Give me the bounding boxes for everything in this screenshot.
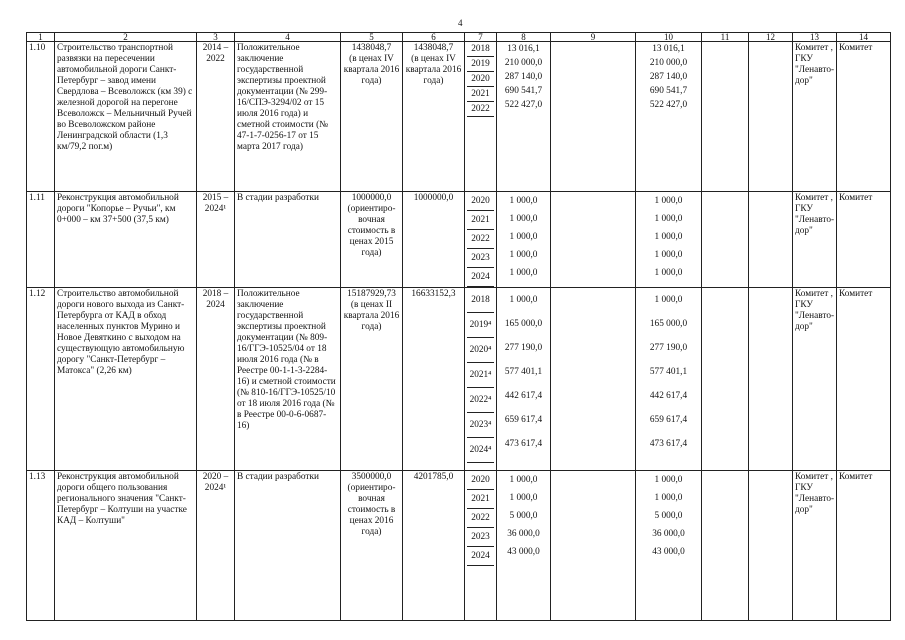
cost2-value: 1438048,7 xyxy=(413,43,454,53)
amount-col10-cell xyxy=(636,471,702,621)
amount-col8: 1 000,0 xyxy=(509,232,538,242)
cost2-cell xyxy=(403,288,465,471)
year: 2022 xyxy=(467,230,494,249)
year: 2020 xyxy=(467,192,494,211)
status: Положительное заключение государственной экспертизы проектной документации (№ 299-16/СПЭ-3294/02 от 15 июля 2016 года) и сметной стоимости (№ 47-1-7-0256-17 от 15 марта 2017 года) xyxy=(235,42,341,192)
executor: Комитет , ГКУ "Ленавто-дор" xyxy=(793,192,837,288)
cost-note: (ориентиро-вочная стоимость в ценах 2015 года) xyxy=(347,204,396,258)
amount-col10-cell xyxy=(636,42,702,192)
year: 2021 xyxy=(467,490,494,509)
status: В стадии разработки xyxy=(235,471,341,621)
year: 2024 xyxy=(467,547,494,566)
cost-cell xyxy=(341,471,403,621)
amount-col8-cell xyxy=(497,471,551,621)
col11-cell xyxy=(702,42,749,192)
year: 2018 xyxy=(467,288,494,313)
col9-cell xyxy=(551,192,636,288)
amount-col10: 1 000,0 xyxy=(654,232,683,242)
amount-col10-cell xyxy=(636,192,702,288)
amount-col8: 13 016,1 xyxy=(507,44,540,54)
amount-col8-cell xyxy=(497,42,551,192)
amount-col10: 473 617,4 xyxy=(649,439,688,449)
column-header: 2 xyxy=(55,33,197,42)
year: 2021 xyxy=(467,87,494,102)
amount-col10: 1 000,0 xyxy=(654,196,683,206)
year: 2021 xyxy=(467,211,494,230)
cost-note: (в ценах II квартала 2016 года) xyxy=(343,300,400,332)
cost-cell xyxy=(341,192,403,288)
cost-value: 1438048,7 xyxy=(351,43,392,53)
period: 2020 – 2024¹ xyxy=(197,471,235,621)
period: 2014 – 2022 xyxy=(197,42,235,192)
cost2-value: 4201785,0 xyxy=(413,472,454,482)
column-header: 1 xyxy=(27,33,55,42)
cost2-value: 1000000,0 xyxy=(413,193,454,203)
year-cell xyxy=(465,42,497,192)
year: 2022 xyxy=(467,102,494,117)
amount-col10: 210 000,0 xyxy=(649,58,688,68)
cost2-note: (в ценах IV квартала 2016 года) xyxy=(405,54,462,86)
year: 2023⁴ xyxy=(467,413,494,438)
cost2-cell xyxy=(403,192,465,288)
amount-col8: 210 000,0 xyxy=(504,58,543,68)
col12-cell xyxy=(749,42,793,192)
column-header: 5 xyxy=(341,33,403,42)
col11-cell xyxy=(702,471,749,621)
cost-value: 3500000,0 xyxy=(351,472,392,482)
status: В стадии разработки xyxy=(235,192,341,288)
year: 2021⁴ xyxy=(467,363,494,388)
responsible: Комитет xyxy=(837,192,891,288)
column-header: 12 xyxy=(749,33,793,42)
col11-cell xyxy=(702,192,749,288)
year-cell xyxy=(465,288,497,471)
amount-col8: 5 000,0 xyxy=(509,511,538,521)
amount-col10: 5 000,0 xyxy=(654,511,683,521)
amount-col10: 1 000,0 xyxy=(654,250,683,260)
col12-cell xyxy=(749,192,793,288)
column-header: 4 xyxy=(235,33,341,42)
amount-col8: 442 617,4 xyxy=(504,391,543,401)
amount-col10: 13 016,1 xyxy=(652,44,685,54)
year: 2018 xyxy=(467,42,494,57)
amount-col10: 287 140,0 xyxy=(649,72,688,82)
column-header: 8 xyxy=(497,33,551,42)
year-cell xyxy=(465,192,497,288)
object-name: Реконструкция автомобильной дороги "Копорье – Ручьи", км 0+000 – км 37+500 (37,5 км) xyxy=(55,192,197,288)
cost2-cell xyxy=(403,471,465,621)
amount-col10: 36 000,0 xyxy=(652,529,685,539)
amount-col10: 1 000,0 xyxy=(654,214,683,224)
amount-col8: 1 000,0 xyxy=(509,493,538,503)
year: 2022⁴ xyxy=(467,388,494,413)
year: 2022 xyxy=(467,509,494,528)
executor: Комитет , ГКУ "Ленавто-дор" xyxy=(793,42,837,192)
amount-col8: 1 000,0 xyxy=(509,268,538,278)
column-header: 13 xyxy=(793,33,837,42)
col9-cell xyxy=(551,288,636,471)
row-id: 1.13 xyxy=(27,471,55,621)
responsible: Комитет xyxy=(837,288,891,471)
amount-col10: 1 000,0 xyxy=(654,475,683,485)
object-name: Строительство транспортной развязки на пересечении автомобильной дороги Санкт-Петербург – завод имени Свердлова – Всеволожск (км 39) с железной дорогой на перегоне Всеволожск – Мельничный Ручей во Всеволожском районе Ленинградской области (1,3 км/79,2 пог.м) xyxy=(55,42,197,192)
amount-col10: 43 000,0 xyxy=(652,547,685,557)
column-header: 14 xyxy=(837,33,891,42)
amount-col8-cell xyxy=(497,288,551,471)
col11-cell xyxy=(702,288,749,471)
amount-col10-cell xyxy=(636,288,702,471)
status: Положительное заключение государственной экспертизы проектной документации (№ 809-16/ГГЭ-10525/04 от 18 июля 2016 года (№ в Реестре 00-1-1-3-2284-16) и сметной стоимости (№ 810-16/ГГЭ-10525/10 от 18 июля 2016 года (№ в Реестре 00-0-6-0687-16) xyxy=(235,288,341,471)
amount-col10: 165 000,0 xyxy=(649,319,688,329)
cost2-value: 16633152,3 xyxy=(411,289,456,299)
amount-col8: 277 190,0 xyxy=(504,343,543,353)
amount-col10: 1 000,0 xyxy=(654,268,683,278)
col9-cell xyxy=(551,42,636,192)
amount-col10: 690 541,7 xyxy=(649,86,688,96)
amount-col10: 1 000,0 xyxy=(654,493,683,503)
year: 2023 xyxy=(467,249,494,268)
amount-col10: 577 401,1 xyxy=(649,367,688,377)
year: 2023 xyxy=(467,528,494,547)
cost-note: (в ценах IV квартала 2016 года) xyxy=(343,54,400,86)
table-row xyxy=(27,192,891,288)
amount-col8: 1 000,0 xyxy=(509,295,538,305)
year-cell xyxy=(465,471,497,621)
column-header: 11 xyxy=(702,33,749,42)
cost-note: (ориентиро-вочная стоимость в ценах 2016 года) xyxy=(347,483,396,537)
col12-cell xyxy=(749,288,793,471)
row-id: 1.11 xyxy=(27,192,55,288)
year: 2020⁴ xyxy=(467,338,494,363)
amount-col10: 277 190,0 xyxy=(649,343,688,353)
cost-cell xyxy=(341,42,403,192)
object-name: Строительство автомобильной дороги нового выхода из Санкт-Петербурга от КАД в обход населенных пунктов Мурино и Новое Девяткино с выходом на существующую автомобильную дорогу "Санкт-Петербург – Матокса" (2,26 км) xyxy=(55,288,197,471)
header-row xyxy=(27,33,891,42)
cost-cell xyxy=(341,288,403,471)
row-id: 1.10 xyxy=(27,42,55,192)
amount-col8: 1 000,0 xyxy=(509,475,538,485)
year: 2019⁴ xyxy=(467,313,494,338)
col12-cell xyxy=(749,471,793,621)
responsible: Комитет xyxy=(837,42,891,192)
amount-col8: 43 000,0 xyxy=(507,547,540,557)
executor: Комитет , ГКУ "Ленавто-дор" xyxy=(793,471,837,621)
year: 2024⁴ xyxy=(467,438,494,463)
column-header: 10 xyxy=(636,33,702,42)
column-header: 9 xyxy=(551,33,636,42)
executor: Комитет , ГКУ "Ленавто-дор" xyxy=(793,288,837,471)
amount-col8: 1 000,0 xyxy=(509,250,538,260)
amount-col8: 659 617,4 xyxy=(504,415,543,425)
cost2-cell xyxy=(403,42,465,192)
amount-col10: 442 617,4 xyxy=(649,391,688,401)
amount-col10: 1 000,0 xyxy=(654,295,683,305)
amount-col8: 36 000,0 xyxy=(507,529,540,539)
amount-col10: 659 617,4 xyxy=(649,415,688,425)
col9-cell xyxy=(551,471,636,621)
amount-col8: 690 541,7 xyxy=(504,86,543,96)
amount-col8: 165 000,0 xyxy=(504,319,543,329)
program-table xyxy=(26,32,890,638)
amount-col8: 1 000,0 xyxy=(509,196,538,206)
column-header: 3 xyxy=(197,33,235,42)
amount-col8: 287 140,0 xyxy=(504,72,543,82)
amount-col8: 577 401,1 xyxy=(504,367,543,377)
page-number: 4 xyxy=(458,18,463,28)
responsible: Комитет xyxy=(837,471,891,621)
amount-col8: 1 000,0 xyxy=(509,214,538,224)
year: 2024 xyxy=(467,268,494,287)
amount-col8: 473 617,4 xyxy=(504,439,543,449)
table-row xyxy=(27,471,891,621)
table-row xyxy=(27,288,891,471)
period: 2015 – 2024¹ xyxy=(197,192,235,288)
year: 2020 xyxy=(467,72,494,87)
column-header: 7 xyxy=(465,33,497,42)
table-row xyxy=(27,42,891,192)
amount-col8-cell xyxy=(497,192,551,288)
year: 2019 xyxy=(467,57,494,72)
amount-col8: 522 427,0 xyxy=(504,100,543,110)
column-header: 6 xyxy=(403,33,465,42)
cost-value: 1000000,0 xyxy=(351,193,392,203)
row-id: 1.12 xyxy=(27,288,55,471)
cost-value: 15187929,73 xyxy=(347,289,396,299)
object-name: Реконструкция автомобильной дороги общего пользования регионального значения "Санкт-Петербург – Колтуши на участке КАД – Колтуши" xyxy=(55,471,197,621)
amount-col10: 522 427,0 xyxy=(649,100,688,110)
period: 2018 – 2024 xyxy=(197,288,235,471)
year: 2020 xyxy=(467,471,494,490)
